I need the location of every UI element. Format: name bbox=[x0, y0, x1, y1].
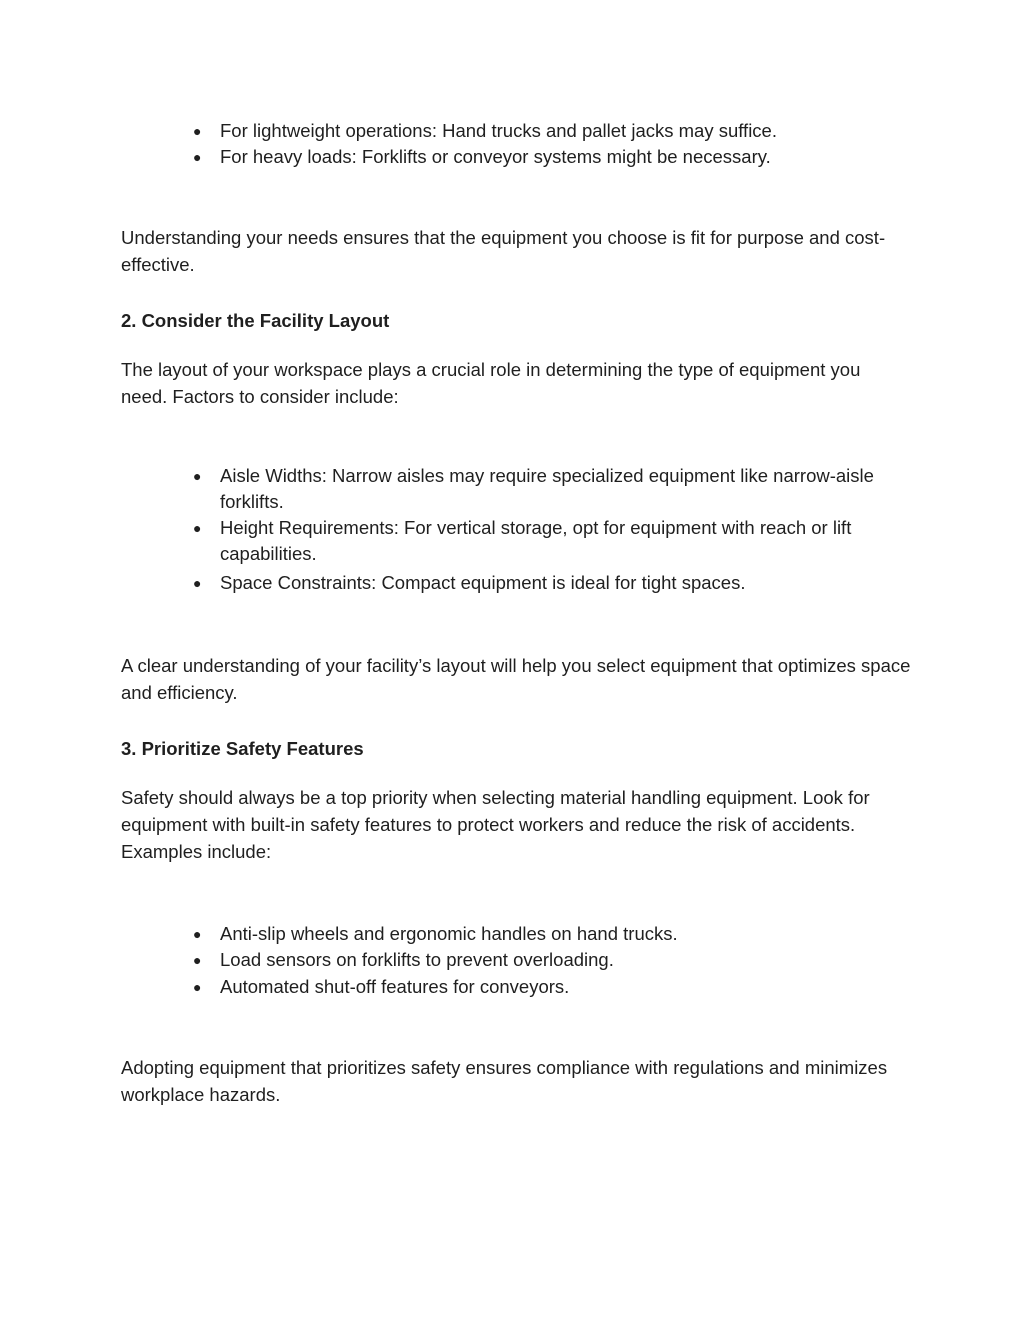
intro-bullet-list bbox=[121, 118, 911, 170]
list-item: ● Space Constraints: Compact equipment is ideal for tight spaces. bbox=[121, 570, 911, 596]
bullet-icon: ● bbox=[193, 926, 202, 942]
list-item: ● Anti-slip wheels and ergonomic handles on hand trucks. bbox=[121, 921, 911, 947]
section-3-intro: Safety should always be a top priority when selecting material handling equipment. Look for equipment with built-in safety features to protect workers and reduce the risk of accidents. Examples include: bbox=[121, 787, 870, 862]
list-item: ● Height Requirements: For vertical storage, opt for equipment with reach or lift capabilities. bbox=[193, 517, 852, 564]
list-item: ● Aisle Widths: Narrow aisles may require specialized equipment like narrow-aisle forklifts. bbox=[193, 465, 874, 512]
bullet-icon: ● bbox=[193, 979, 202, 995]
list-item: ● For lightweight operations: Hand trucks and pallet jacks may suffice. bbox=[121, 118, 911, 144]
bullet-icon: ● bbox=[193, 123, 202, 139]
bullet-icon: ● bbox=[193, 575, 202, 591]
section-3-summary: Adopting equipment that prioritizes safety ensures compliance with regulations and minimizes workplace hazards. bbox=[121, 1057, 888, 1105]
section-2-summary: A clear understanding of your facility’s layout will help you select equipment that optimizes space and efficiency. bbox=[121, 655, 911, 703]
bullet-icon: ● bbox=[193, 952, 202, 968]
section-2-bullet-list bbox=[121, 463, 911, 596]
list-item: ● Load sensors on forklifts to prevent overloading. bbox=[121, 947, 911, 973]
needs-paragraph: Understanding your needs ensures that the equipment you choose is fit for purpose and cost-effective. bbox=[121, 227, 886, 275]
section-3-bullet-list bbox=[121, 921, 911, 1000]
bullet-icon: ● bbox=[193, 468, 202, 484]
bullet-icon: ● bbox=[193, 520, 202, 536]
list-item: ● For heavy loads: Forklifts or conveyor systems might be necessary. bbox=[121, 144, 911, 170]
section-2-heading: 2. Consider the Facility Layout bbox=[121, 310, 390, 331]
section-3-heading: 3. Prioritize Safety Features bbox=[121, 738, 364, 759]
list-item: ● Automated shut-off features for conveyors. bbox=[121, 974, 911, 1000]
section-2-intro: The layout of your workspace plays a crucial role in determining the type of equipment you need. Factors to consider include: bbox=[121, 359, 861, 407]
bullet-icon: ● bbox=[193, 149, 202, 165]
